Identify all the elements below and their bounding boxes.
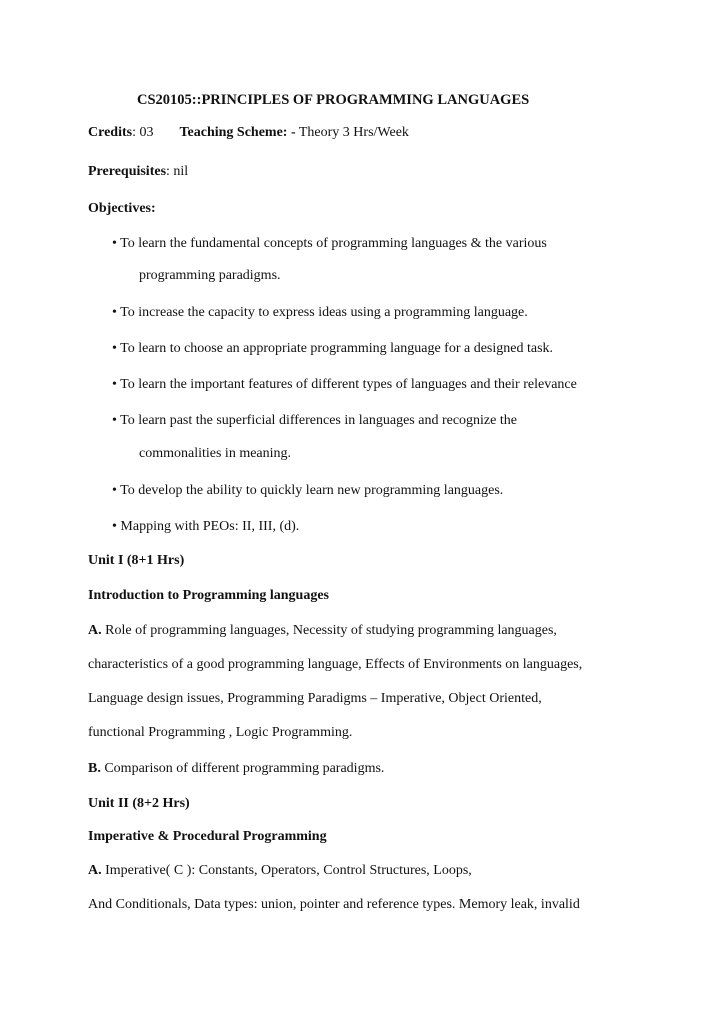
unit1-a-text: Role of programming languages, Necessity of studying programming languages, (101, 623, 557, 638)
page-title: CS20105::PRINCIPLES OF PROGRAMMING LANGUAGES (137, 92, 530, 108)
unit1-a-line: Language design issues, Programming Paradigms – Imperative, Object Oriented, (88, 691, 542, 706)
teaching-scheme-label: Teaching Scheme: - (179, 125, 296, 140)
unit1-b-line (88, 760, 384, 778)
objectives-heading: Objectives: (88, 201, 156, 216)
unit1-a-line: characteristics of a good programming language, Effects of Environments on languages, (88, 657, 583, 672)
prerequisites-value: : nil (166, 164, 189, 179)
objective-item: • To learn the fundamental concepts of programming languages & the various (112, 236, 547, 251)
prerequisites-line (88, 163, 188, 181)
objective-item: • To increase the capacity to express ideas using a programming language. (112, 305, 528, 320)
objective-item: • To learn to choose an appropriate programming language for a designed task. (112, 341, 554, 356)
unit1-a-line (88, 622, 557, 640)
unit2-a-line: And Conditionals, Data types: union, pointer and reference types. Memory leak, invalid (88, 897, 580, 912)
credits-line (88, 124, 409, 142)
unit1-a-line: functional Programming , Logic Programming. (88, 725, 353, 740)
unit2-subheading: Imperative & Procedural Programming (88, 829, 327, 844)
prerequisites-label: Prerequisites (88, 164, 167, 179)
credits-value: : 03 (132, 125, 154, 140)
objective-item-continuation: programming paradigms. (139, 268, 281, 283)
unit2-a-line (88, 862, 472, 880)
objective-item-continuation: commonalities in meaning. (139, 446, 292, 461)
objective-item: • To learn past the superficial differences in languages and recognize the (112, 413, 517, 428)
objective-item: • Mapping with PEOs: II, III, (d). (112, 519, 300, 534)
unit1-a-label: A. (88, 623, 102, 638)
objective-item: • To develop the ability to quickly learn new programming languages. (112, 483, 504, 498)
unit2-a-text: Imperative( C ): Constants, Operators, Control Structures, Loops, (101, 863, 472, 878)
unit1-subheading: Introduction to Programming languages (88, 588, 329, 603)
objective-item: • To learn the important features of different types of languages and their relevance (112, 377, 577, 392)
teaching-scheme-value: Theory 3 Hrs/Week (295, 125, 409, 140)
credits-label: Credits (88, 125, 133, 140)
unit1-b-label: B. (88, 761, 101, 776)
unit2-heading: Unit II (8+2 Hrs) (88, 796, 190, 811)
unit1-b-text: Comparison of different programming paradigms. (100, 761, 385, 776)
unit2-a-label: A. (88, 863, 102, 878)
unit1-heading: Unit I (8+1 Hrs) (88, 553, 185, 568)
